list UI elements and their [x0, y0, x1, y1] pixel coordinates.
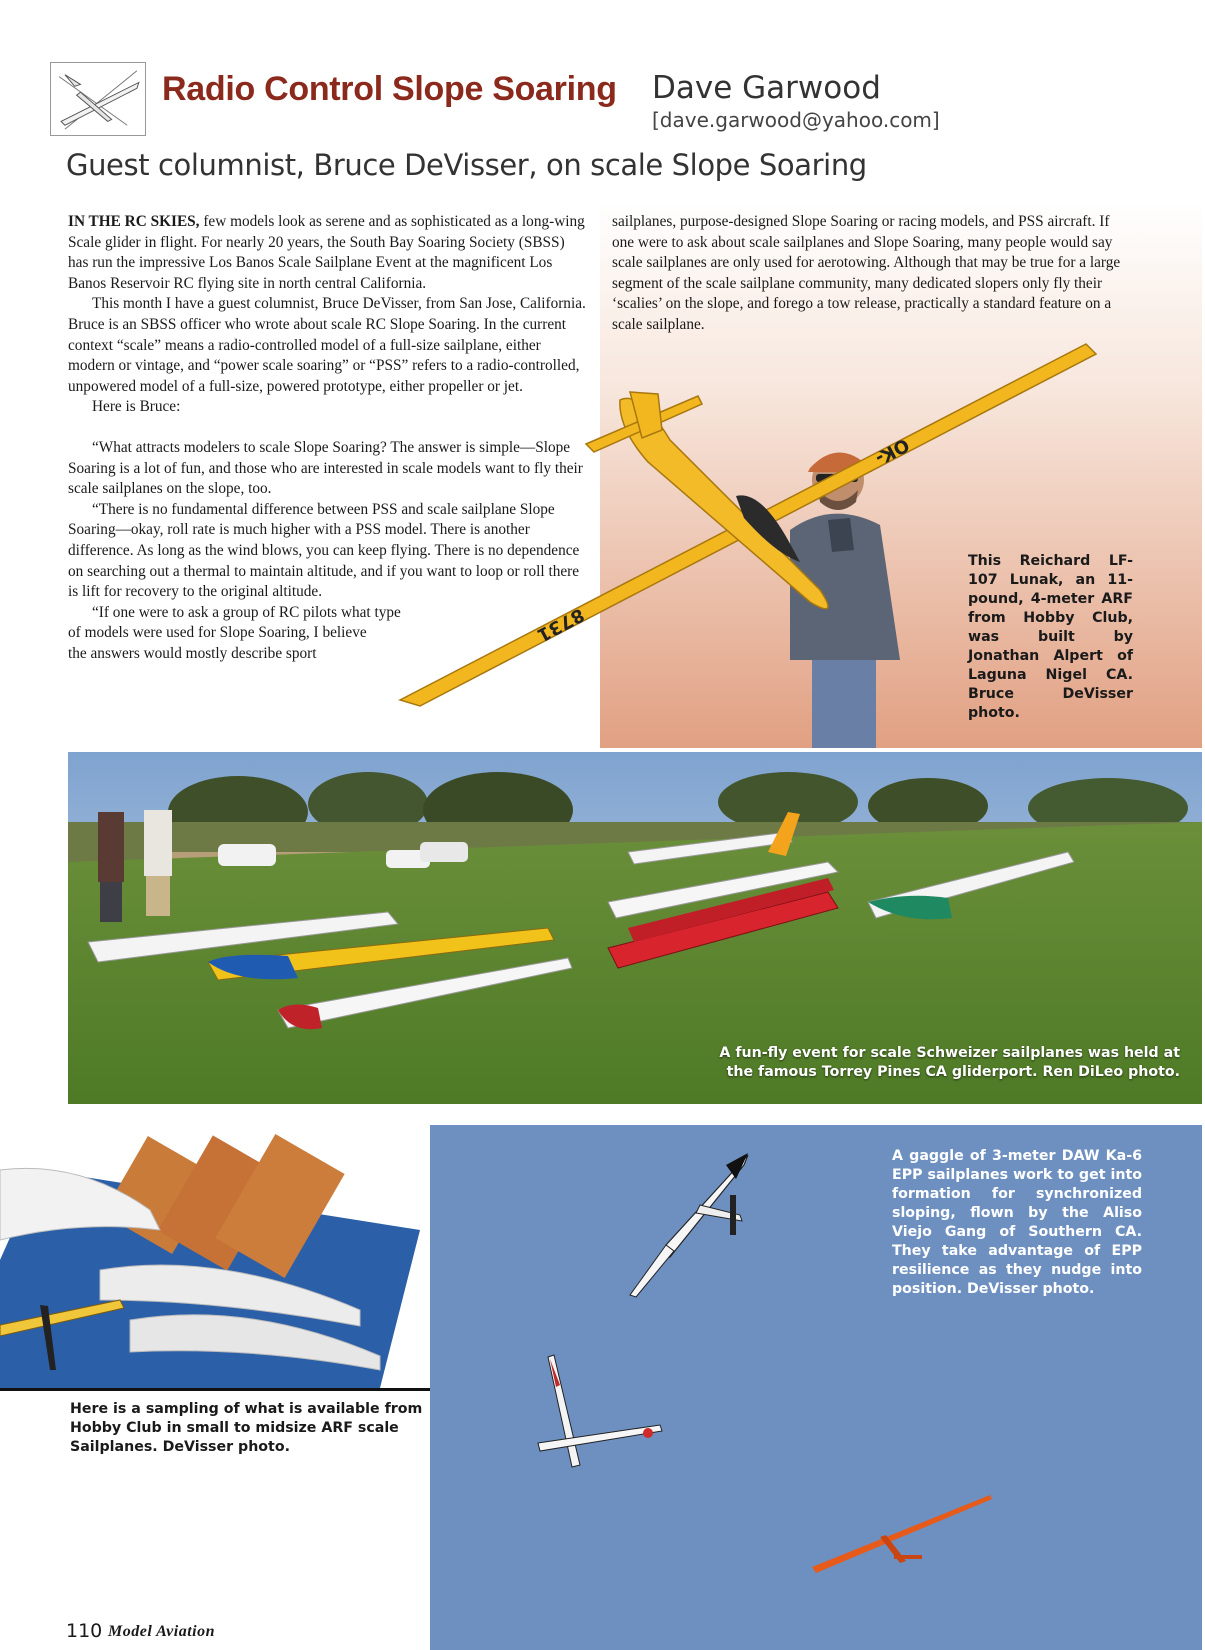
- paragraph-line: “If one were to ask a group of RC pilots what type: [92, 603, 401, 621]
- wing-marking: OK-: [871, 433, 913, 469]
- kit-boxes-photo: [0, 1130, 432, 1388]
- author-email: [dave.garwood@yahoo.com]: [652, 108, 940, 132]
- paragraph-line: the answers would mostly describe sport: [68, 644, 317, 662]
- lead-in: IN THE RC SKIES,: [68, 213, 200, 230]
- fuselage-marking: 8731: [533, 603, 588, 646]
- paragraph-intro: [68, 212, 588, 294]
- sky-photo: [430, 1125, 1202, 1650]
- page-number: 110: [66, 1620, 103, 1642]
- sky-photo-caption: A gaggle of 3-meter DAW Ka-6 EPP sailplanes work to get into formation for synchronized sloping, flown by the Aliso Viejo Gang of Southern CA. They take advantage of EPP resilience as they nudge into position. DeVisser photo.: [892, 1148, 1142, 1297]
- paragraph: sailplanes, purpose-designed Slope Soaring or racing models, and PSS aircraft. If one were to ask about scale sailplanes and Slope Soaring, many people would say scale sailplanes are only used for aerotowing. Although that may be true for a large segment of the scale sailplane community, many dedicated slopers only fly their ‘scalies’ on the slope, and forego a tow release, practically a standard feature on a scale sailplane.: [612, 213, 1121, 333]
- paragraph: “What attracts modelers to scale Slope Soaring? The answer is simple—Slope Soaring is a lot of fun, and those who are interested in scale models want to fly their scale sailplanes on the slope, too.: [68, 438, 583, 498]
- field-photo-caption: [719, 1044, 1180, 1082]
- paragraph: This month I have a guest columnist, Bruce DeVisser, from San Jose, California. Bruce is an SBSS officer who wrote about scale RC Slope Soaring. In the current context “scale” means a radio-controlled model of a full-size sailplane, either modern or vintage, and “power scale soaring” or “PSS” refers to a radio-controlled, unpowered model of a full-size, powered prototype, either propeller or jet.: [68, 295, 586, 395]
- field-caption-line: A fun-fly event for scale Schweizer sailplanes was held at: [719, 1045, 1180, 1061]
- paragraph-line: of models were used for Slope Soaring, I believe: [68, 624, 367, 642]
- author-name: Dave Garwood: [652, 70, 881, 106]
- kit-boxes-caption: Here is a sampling of what is available from Hobby Club in small to midsize ARF scale Sailplanes. DeVisser photo.: [70, 1401, 423, 1455]
- field-caption-line: the famous Torrey Pines CA gliderport. Ren DiLeo photo.: [726, 1064, 1180, 1080]
- hero-photo-caption: This Reichard LF-107 Lunak, an 11-pound, 4-meter ARF from Hobby Club, was built by Jonathan Alpert of Laguna Nigel CA. Bruce DeVisser photo.: [968, 553, 1133, 721]
- paragraph-intro-text: few models look as serene and as sophisticated as a long-wing Scale glider in flight. For nearly 20 years, the South Bay Soaring Society (SBSS) has run the impressive Los Banos Scale Sailplane Event at the magnificent Los Banos Reservoir RC flying site in north central California.: [68, 213, 585, 292]
- paragraph: “There is no fundamental difference between PSS and scale sailplane Slope Soaring—okay, roll rate is much higher with a PSS model. There is another difference. As long as the wind blows, you can keep flying. There is no dependence on searching out a thermal to maintain altitude, and if you want to loop or roll there is lift for recovery to the original altitude.: [68, 500, 580, 601]
- article-subtitle: Guest columnist, Bruce DeVisser, on scale Slope Soaring: [66, 148, 867, 182]
- caption-rule: [0, 1388, 432, 1391]
- glider-logo-icon: [50, 62, 146, 136]
- magazine-name: Model Aviation: [108, 1623, 215, 1640]
- column-title: Radio Control Slope Soaring: [162, 70, 617, 108]
- field-photo: [68, 752, 1202, 1104]
- article-column-2: [612, 212, 1132, 336]
- paragraph: Here is Bruce:: [92, 398, 181, 416]
